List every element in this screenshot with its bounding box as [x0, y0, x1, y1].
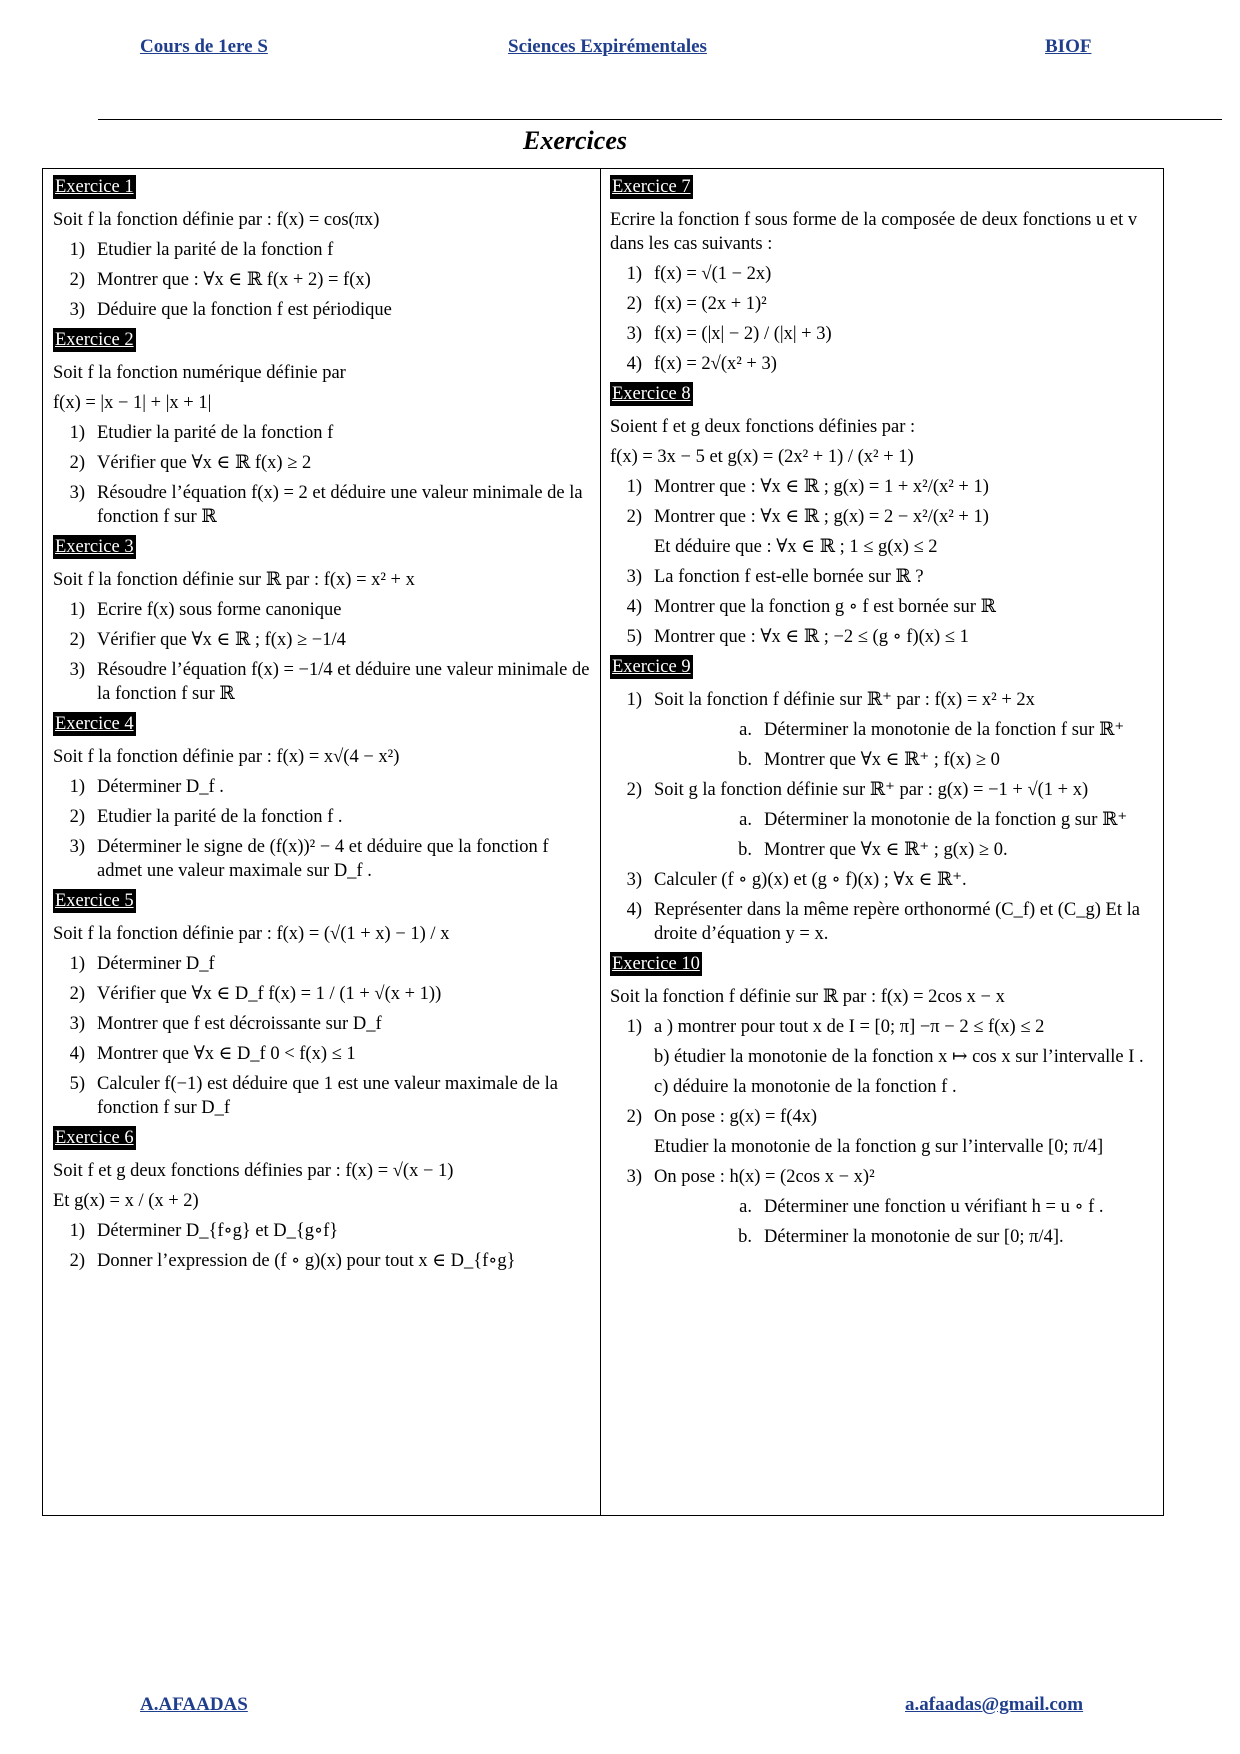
exercise-title: Exercice 4: [55, 714, 134, 734]
exercise: [53, 712, 593, 883]
question-number: 3): [69, 300, 85, 320]
question-number: 3): [69, 1014, 85, 1034]
header-subject[interactable]: Sciences Expirémentales: [508, 36, 707, 57]
header-rule: [98, 119, 1222, 120]
question-number: 3): [626, 1167, 642, 1187]
question-item: [53, 268, 593, 292]
question-number: 3): [69, 660, 85, 680]
exercise-title: Exercice 7: [612, 177, 691, 197]
question-number: 2): [69, 453, 85, 473]
exercise: [610, 655, 1155, 946]
exercise: [610, 175, 1155, 376]
question-text: Montrer que ∀x ∈ ℝ⁺ ; g(x) ≥ 0.: [764, 840, 1008, 860]
exercise-box: [42, 168, 1164, 1516]
question-number: 3): [69, 837, 85, 857]
question-text: Montrer que ∀x ∈ ℝ⁺ ; f(x) ≥ 0: [764, 750, 1000, 770]
question-number: a.: [739, 720, 752, 740]
question-number: 2): [69, 807, 85, 827]
question-item: [53, 658, 593, 706]
question-text: Déterminer le signe de (f(x))² − 4 et déduire que la fonction f admet une valeur maximale sur D_f .: [97, 837, 549, 881]
question-item: [610, 838, 1155, 862]
question-text: c) déduire la monotonie de la fonction f .: [654, 1077, 957, 1097]
exercise-statement: f(x) = 3x − 5 et g(x) = (2x² + 1) / (x² + 1): [610, 447, 914, 467]
question-number: 1): [626, 690, 642, 710]
question-text: Déduire que la fonction f est périodique: [97, 300, 392, 320]
question-number: 4): [626, 354, 642, 374]
exercise: [610, 382, 1155, 649]
question-number: 1): [69, 600, 85, 620]
question-text: Etudier la parité de la fonction f .: [97, 807, 343, 827]
question-text: Montrer que f est décroissante sur D_f: [97, 1014, 382, 1034]
question-text: Déterminer une fonction u vérifiant h = u ∘ f .: [764, 1197, 1104, 1217]
question-item: [610, 625, 1155, 649]
question-text: Vérifier que ∀x ∈ D_f f(x) = 1 / (1 + √(x + 1)): [97, 984, 442, 1004]
question-item: [610, 808, 1155, 832]
question-item: [610, 1135, 1155, 1159]
question-item: [53, 1012, 593, 1036]
exercise-title: Exercice 9: [612, 657, 691, 677]
question-number: 3): [626, 567, 642, 587]
question-item: [53, 598, 593, 622]
exercise: [53, 328, 593, 529]
footer-author[interactable]: A.AFAADAS: [140, 1694, 248, 1715]
question-item: [53, 238, 593, 262]
exercise-statement: Et g(x) = x / (x + 2): [53, 1191, 199, 1211]
exercise-title: Exercice 1: [55, 177, 134, 197]
question-number: 1): [69, 777, 85, 797]
exercise-title: Exercice 3: [55, 537, 134, 557]
question-item: [610, 1075, 1155, 1099]
question-item: [610, 262, 1155, 286]
question-item: [53, 298, 593, 322]
question-number: 1): [69, 954, 85, 974]
question-number: 4): [69, 1044, 85, 1064]
question-item: [53, 481, 593, 529]
question-text: Montrer que : ∀x ∈ ℝ f(x + 2) = f(x): [97, 270, 371, 290]
question-item: [610, 1225, 1155, 1249]
question-text: Ecrire f(x) sous forme canonique: [97, 600, 342, 620]
question-text: b) étudier la monotonie de la fonction x ↦ cos x sur l’intervalle I .: [654, 1047, 1144, 1067]
question-number: 2): [69, 1251, 85, 1271]
question-item: [53, 775, 593, 799]
question-item: [53, 952, 593, 976]
question-number: 1): [69, 1221, 85, 1241]
question-item: [610, 292, 1155, 316]
question-text: Etudier la parité de la fonction f: [97, 423, 334, 443]
question-text: Montrer que : ∀x ∈ ℝ ; g(x) = 1 + x²/(x² + 1): [654, 477, 989, 497]
exercise: [53, 535, 593, 706]
question-item: [53, 1042, 593, 1066]
question-number: b.: [738, 750, 752, 770]
question-text: Vérifier que ∀x ∈ ℝ f(x) ≥ 2: [97, 453, 312, 473]
question-item: [610, 1045, 1155, 1069]
question-item: [610, 505, 1155, 529]
question-number: 1): [69, 423, 85, 443]
column-divider: [600, 169, 601, 1515]
question-number: 3): [69, 483, 85, 503]
question-number: 4): [626, 900, 642, 920]
question-text: f(x) = (2x + 1)²: [654, 294, 767, 314]
question-number: 2): [626, 507, 642, 527]
question-number: a.: [739, 810, 752, 830]
question-text: Déterminer D_{f∘g} et D_{g∘f}: [97, 1221, 339, 1241]
question-item: [610, 352, 1155, 376]
question-text: On pose : g(x) = f(4x): [654, 1107, 818, 1127]
question-item: [610, 1105, 1155, 1129]
question-item: [610, 1165, 1155, 1189]
question-number: 2): [69, 984, 85, 1004]
right-column: [610, 169, 1155, 1255]
question-item: [610, 565, 1155, 589]
question-text: Vérifier que ∀x ∈ ℝ ; f(x) ≥ −1/4: [97, 630, 346, 650]
question-text: Déterminer la monotonie de sur [0; π/4].: [764, 1227, 1064, 1247]
exercise-title: Exercice 8: [612, 384, 691, 404]
question-text: a ) montrer pour tout x de I = [0; π] −π − 2 ≤ f(x) ≤ 2: [654, 1017, 1045, 1037]
question-number: b.: [738, 840, 752, 860]
exercise-title: Exercice 6: [55, 1128, 134, 1148]
question-text: Déterminer la monotonie de la fonction f sur ℝ⁺: [764, 720, 1125, 740]
exercise: [53, 175, 593, 322]
question-item: [610, 898, 1155, 946]
question-item: [610, 748, 1155, 772]
question-text: Montrer que la fonction g ∘ f est bornée sur ℝ: [654, 597, 996, 617]
question-item: [53, 982, 593, 1006]
question-number: 3): [626, 870, 642, 890]
question-number: 5): [69, 1074, 85, 1094]
question-number: [610, 535, 654, 559]
question-text: La fonction f est-elle bornée sur ℝ ?: [654, 567, 924, 587]
question-number: 3): [626, 324, 642, 344]
question-item: [53, 1249, 593, 1273]
question-number: 1): [626, 264, 642, 284]
question-text: Montrer que ∀x ∈ D_f 0 < f(x) ≤ 1: [97, 1044, 356, 1064]
question-text: Calculer (f ∘ g)(x) et (g ∘ f)(x) ; ∀x ∈ ℝ⁺.: [654, 870, 967, 890]
question-text: Montrer que : ∀x ∈ ℝ ; −2 ≤ (g ∘ f)(x) ≤ 1: [654, 627, 969, 647]
question-item: [610, 475, 1155, 499]
question-text: Calculer f(−1) est déduire que 1 est une valeur maximale de la fonction f sur D_f: [97, 1074, 558, 1118]
question-item: [610, 868, 1155, 892]
question-text: Etudier la parité de la fonction f: [97, 240, 334, 260]
question-item: [610, 322, 1155, 346]
exercise-statement: Soit f la fonction définie par : f(x) = (√(1 + x) − 1) / x: [53, 924, 450, 944]
exercise-statement: Soient f et g deux fonctions définies par :: [610, 417, 916, 437]
question-number: 2): [626, 1107, 642, 1127]
question-number: 2): [626, 294, 642, 314]
left-column: [53, 169, 593, 1279]
question-number: b.: [738, 1227, 752, 1247]
exercise-statement: Soit f et g deux fonctions définies par : f(x) = √(x − 1): [53, 1161, 454, 1181]
question-number: 2): [626, 780, 642, 800]
question-number: [610, 1135, 654, 1159]
question-item: [610, 1015, 1155, 1039]
exercise-title: Exercice 5: [55, 891, 134, 911]
question-item: [610, 778, 1155, 802]
question-number: 4): [626, 597, 642, 617]
header-course[interactable]: Cours de 1ere S: [140, 36, 268, 57]
exercise: [53, 1126, 593, 1273]
question-item: [53, 1072, 593, 1120]
exercise-statement: Soit f la fonction numérique définie par: [53, 363, 346, 383]
question-text: Représenter dans la même repère orthonormé (C_f) et (C_g) Et la droite d’équation y = x.: [654, 900, 1140, 944]
question-number: 1): [626, 477, 642, 497]
question-item: [53, 628, 593, 652]
question-text: Soit la fonction f définie sur ℝ⁺ par : f(x) = x² + 2x: [654, 690, 1035, 710]
question-text: Déterminer D_f .: [97, 777, 224, 797]
exercise: [53, 889, 593, 1120]
question-number: 1): [626, 1017, 642, 1037]
question-item: [610, 595, 1155, 619]
header-option[interactable]: BIOF: [1045, 36, 1092, 57]
question-number: 1): [69, 240, 85, 260]
question-item: [53, 451, 593, 475]
question-text: Résoudre l’équation f(x) = 2 et déduire une valeur minimale de la fonction f sur ℝ: [97, 483, 583, 527]
question-item: [610, 718, 1155, 742]
exercise-statement: Ecrire la fonction f sous forme de la composée de deux fonctions u et v dans les cas suivants :: [610, 210, 1138, 254]
question-item: [53, 835, 593, 883]
question-text: Donner l’expression de (f ∘ g)(x) pour tout x ∈ D_{f∘g}: [97, 1251, 516, 1271]
exercise-statement: Soit f la fonction définie par : f(x) = cos(πx): [53, 210, 380, 230]
question-item: [610, 1195, 1155, 1219]
question-number: [610, 1075, 654, 1099]
question-item: [610, 535, 1155, 559]
exercise: [610, 952, 1155, 1249]
exercise-statement: Soit f la fonction définie sur ℝ par : f(x) = x² + x: [53, 570, 415, 590]
exercise-title: Exercice 2: [55, 330, 134, 350]
question-text: Montrer que : ∀x ∈ ℝ ; g(x) = 2 − x²/(x² + 1): [654, 507, 989, 527]
question-text: Et déduire que : ∀x ∈ ℝ ; 1 ≤ g(x) ≤ 2: [654, 537, 938, 557]
question-text: Déterminer la monotonie de la fonction g sur ℝ⁺: [764, 810, 1128, 830]
question-item: [53, 1219, 593, 1243]
question-text: f(x) = √(1 − 2x): [654, 264, 772, 284]
footer-email[interactable]: a.afaadas@gmail.com: [905, 1694, 1084, 1715]
question-text: On pose : h(x) = (2cos x − x)²: [654, 1167, 875, 1187]
question-text: Déterminer D_f: [97, 954, 215, 974]
question-text: Résoudre l’équation f(x) = −1/4 et déduire une valeur minimale de la fonction f sur ℝ: [97, 660, 590, 704]
question-text: f(x) = 2√(x² + 3): [654, 354, 777, 374]
question-text: f(x) = (|x| − 2) / (|x| + 3): [654, 324, 832, 344]
exercise-title: Exercice 10: [612, 954, 700, 974]
question-number: 2): [69, 630, 85, 650]
exercise-statement: f(x) = |x − 1| + |x + 1|: [53, 393, 212, 413]
question-number: a.: [739, 1197, 752, 1217]
question-number: [610, 1045, 654, 1069]
question-item: [53, 421, 593, 445]
question-number: 5): [626, 627, 642, 647]
exercise-statement: Soit f la fonction définie par : f(x) = x√(4 − x²): [53, 747, 400, 767]
question-text: Etudier la monotonie de la fonction g sur l’intervalle [0; π/4]: [654, 1137, 1104, 1157]
question-item: [53, 805, 593, 829]
question-item: [610, 688, 1155, 712]
exercise-statement: Soit la fonction f définie sur ℝ par : f(x) = 2cos x − x: [610, 987, 1005, 1007]
question-number: 2): [69, 270, 85, 290]
page-title: Exercices: [523, 126, 627, 155]
question-text: Soit g la fonction définie sur ℝ⁺ par : g(x) = −1 + √(1 + x): [654, 780, 1089, 800]
